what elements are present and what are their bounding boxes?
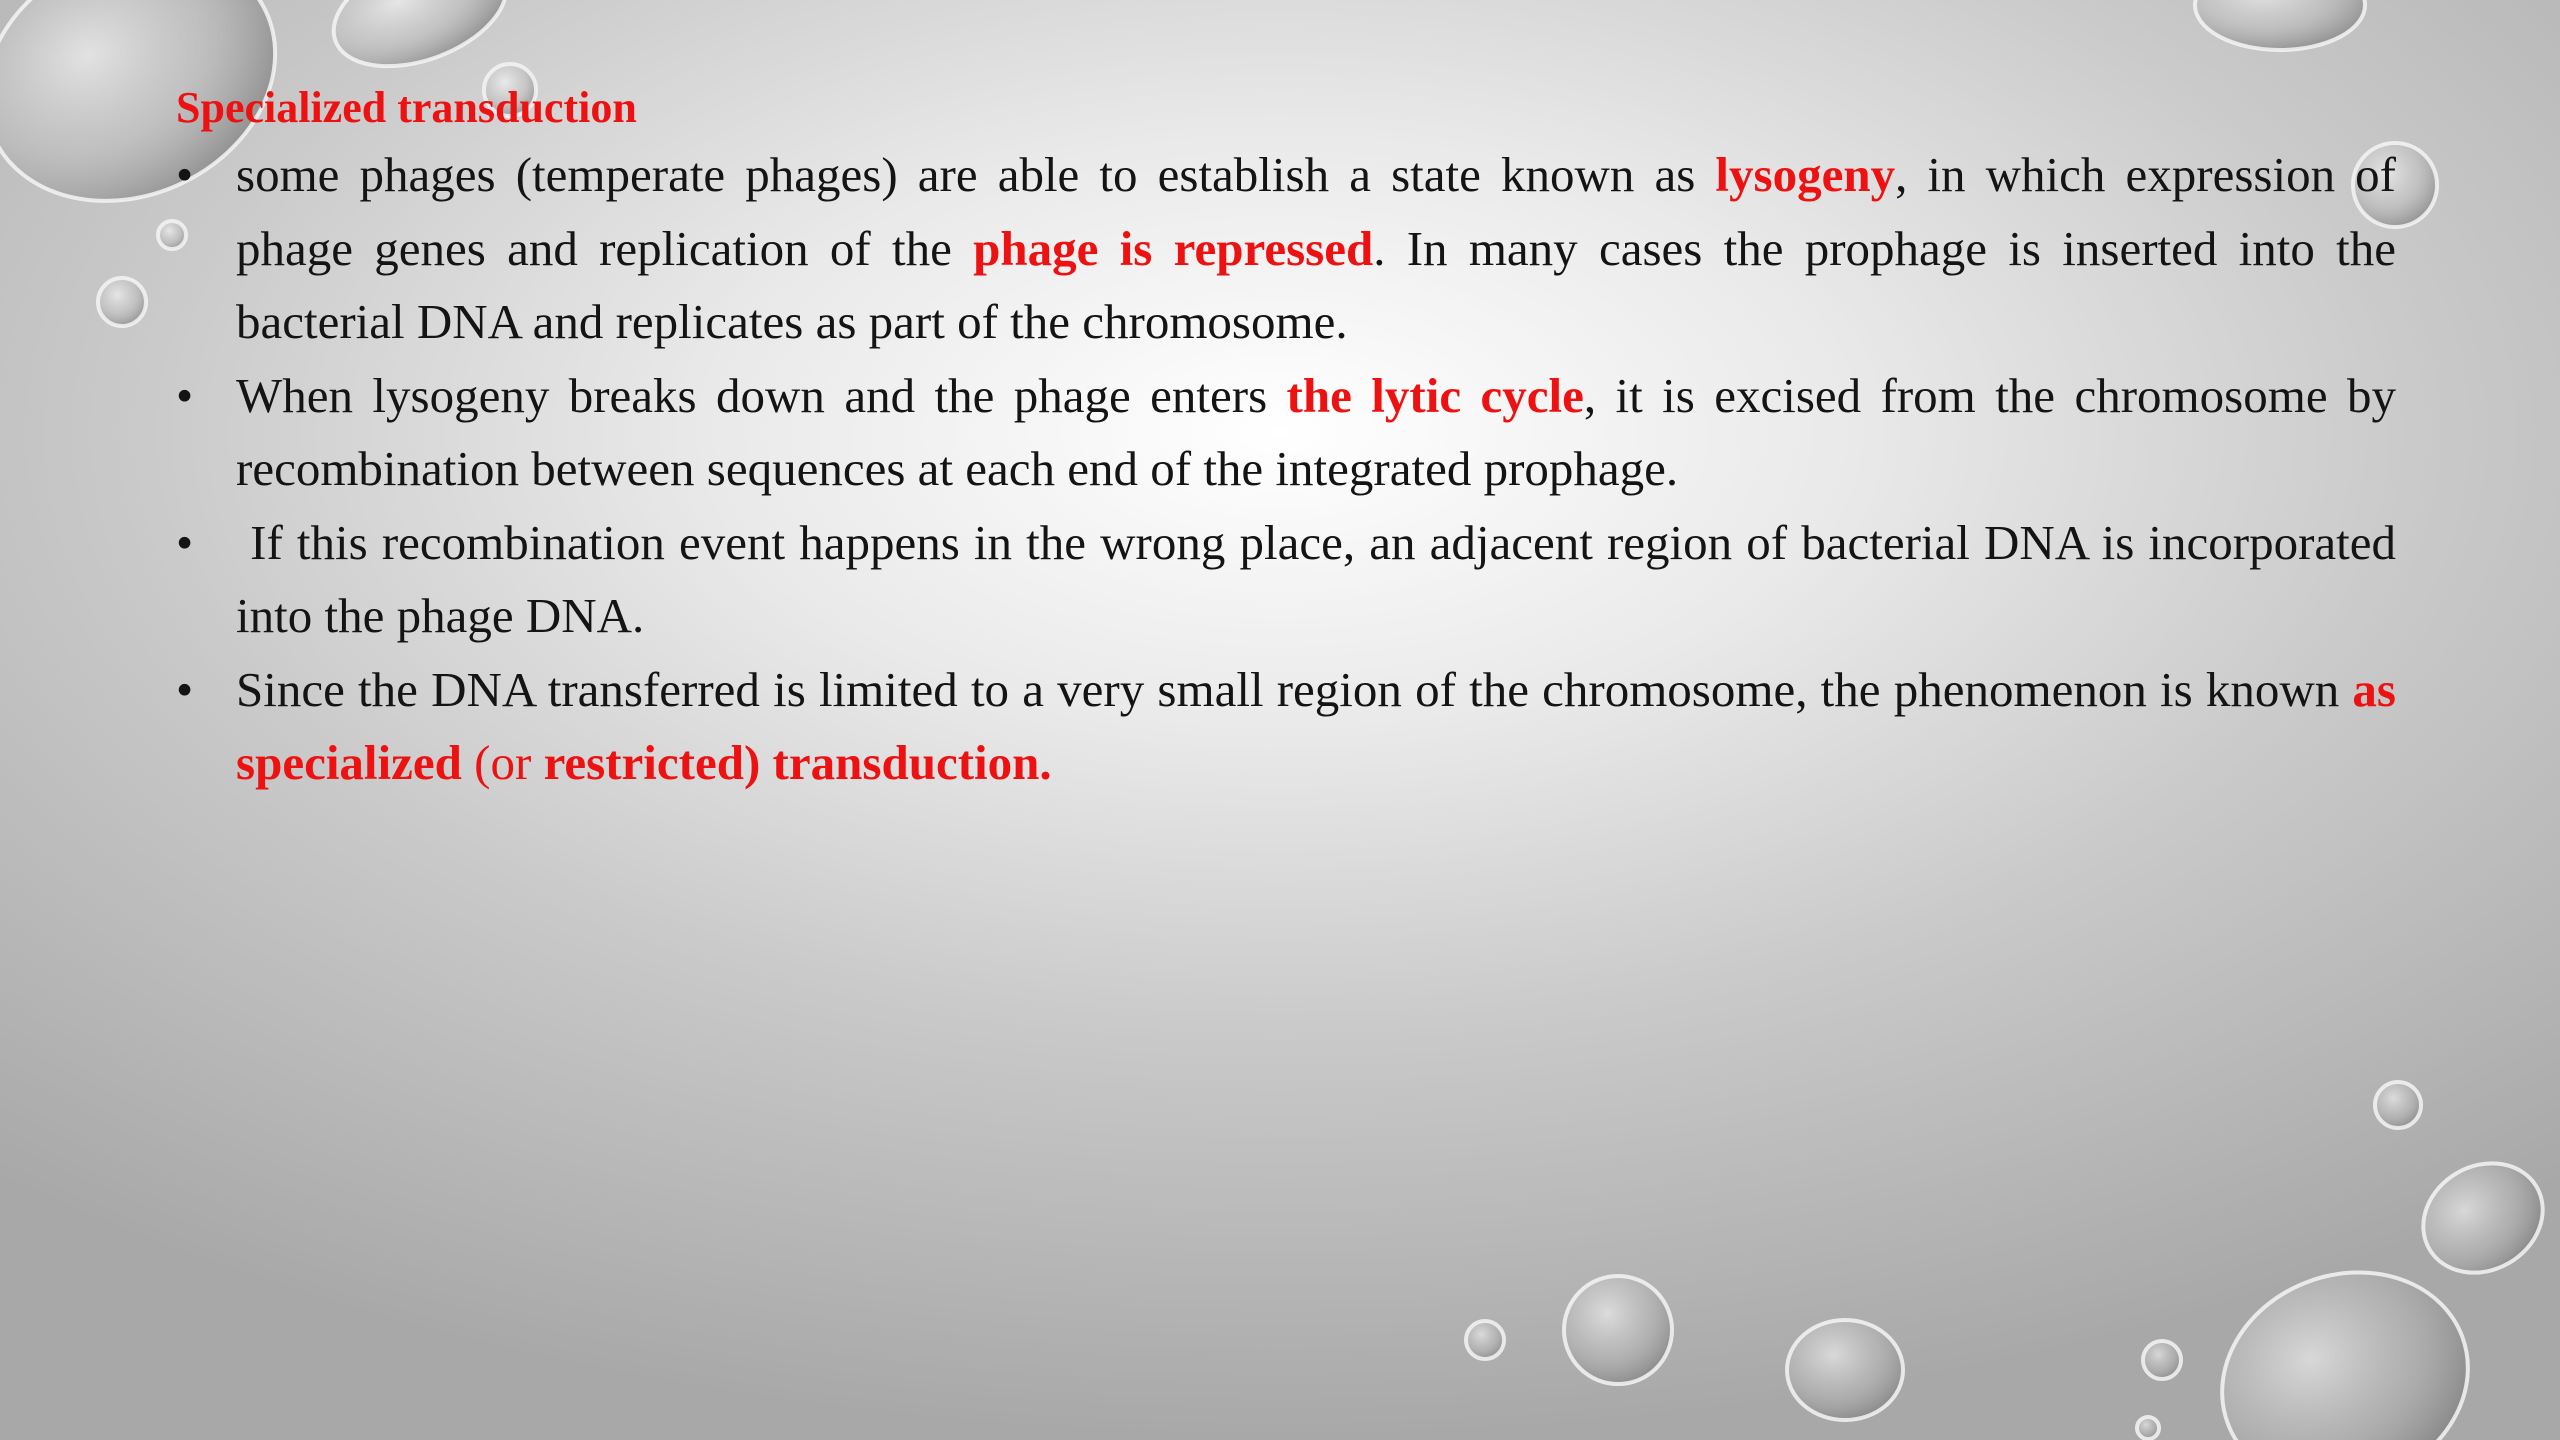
droplet	[1564, 1276, 1672, 1384]
highlight-text: lysogeny	[1715, 147, 1896, 202]
bullet-text: Since the DNA transferred is limited to a very small region of the chromosome, the phenomenon is known	[236, 661, 2353, 717]
bullet-text: If this recombination event happens in the wrong place, an adjacent region of bacterial DNA is incorporated into the phage DNA.	[236, 514, 2409, 643]
bullet-item	[176, 506, 2409, 653]
droplet	[2137, 1417, 2159, 1439]
droplet	[2375, 1082, 2421, 1128]
droplet	[2403, 1142, 2560, 1294]
highlight-text: the lytic cycle	[1286, 367, 1584, 423]
highlight-text: as specialized	[236, 661, 2396, 790]
droplet	[2143, 1341, 2181, 1379]
bullet-text: some phages (temperate phages) are able to establish a state known as	[236, 147, 1716, 202]
droplet	[98, 278, 146, 326]
bullet-item	[176, 653, 2396, 800]
highlight-text-normal: (or	[461, 735, 544, 790]
droplet	[1466, 1321, 1504, 1359]
highlight-text: restricted) transduction.	[543, 735, 1052, 790]
bullet-text: When lysogeny breaks down and the phage enters	[236, 367, 1287, 423]
slide-title: Specialized transduction	[176, 83, 637, 132]
droplet	[2195, 0, 2365, 50]
bullet-item	[176, 359, 2396, 506]
slide-content	[176, 78, 2409, 800]
droplet	[1787, 1320, 1903, 1420]
highlight-text: phage is repressed	[973, 220, 1374, 276]
bullet-list	[176, 138, 2409, 800]
bullet-text: . In many cases the prophage is inserted into the bacterial DNA and replicates as part of the chromosome.	[236, 220, 2397, 349]
bullet-text: , it is excised from the chromosome by recombination between sequences at each end of the integrated prophage.	[236, 367, 2396, 496]
bullet-item	[176, 138, 2396, 359]
bullet-text: , in which expression of phage genes and replication of the	[236, 147, 2396, 276]
